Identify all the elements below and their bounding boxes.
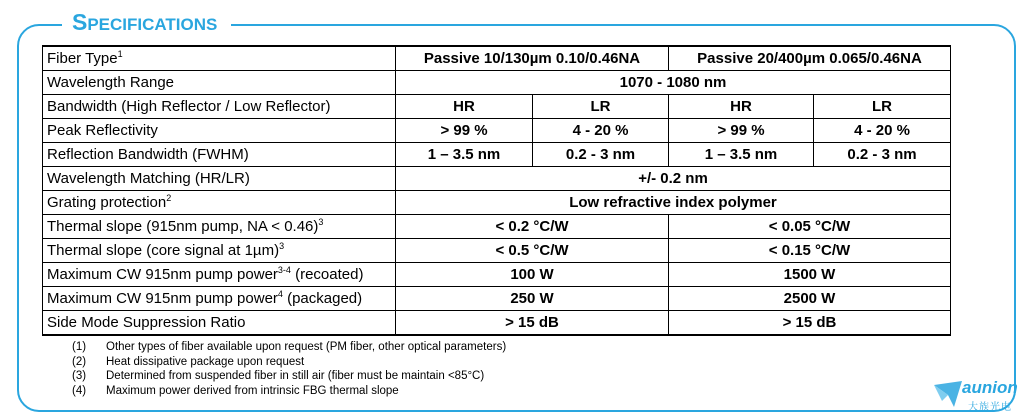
row-label: Reflection Bandwidth (FWHM) [43,143,396,167]
table-row [43,71,951,95]
table-row [43,239,951,263]
table-cell: Passive 10/130µm 0.10/0.46NA [396,46,669,71]
row-label: Grating protection$^2$ [43,191,396,215]
row-label: Maximum CW 915nm pump power$^4$ (packaged) [43,287,396,311]
row-label: Bandwidth (High Reflector / Low Reflector) [43,95,396,119]
table-row [43,191,951,215]
table-cell: < 0.05 °C/W [669,215,951,239]
table-cell: < 0.15 °C/W [669,239,951,263]
footnote-text: Other types of fiber available upon request (PM fiber, other optical parameters) [106,341,507,353]
footnote-text: Determined from suspended fiber in still air (fiber must be maintain <85°C) [106,370,485,382]
title-rest: PECIFICATIONS [87,15,218,34]
table-cell: LR [533,95,669,119]
row-label: Side Mode Suppression Ratio [43,311,396,336]
footnote-text: Heat dissipative package upon request [106,355,305,368]
logo-mark-icon [932,379,966,409]
footnote-number: (4) [72,384,87,397]
footnotes [72,340,506,398]
table-cell: Low refractive index polymer [396,191,951,215]
section-title [62,8,231,40]
table-cell: 0.2 - 3 nm [533,143,669,167]
table-cell: 4 - 20 % [533,119,669,143]
footnote-number: (1) [72,341,87,353]
table-cell: 2500 W [669,287,951,311]
table-cell: HR [396,95,533,119]
table-cell: > 99 % [396,119,533,143]
title-initial: S [72,9,88,35]
table-cell: HR [669,95,814,119]
table-cell: < 0.2 °C/W [396,215,669,239]
footnote [72,355,506,370]
table-row [43,95,951,119]
footnote-number: (3) [72,370,87,382]
table-row [43,46,951,71]
table-cell: > 15 dB [396,311,669,336]
footnote [72,384,506,399]
footnote-text: Maximum power derived from intrinsic FBG thermal slope [106,384,399,397]
row-label: Wavelength Matching (HR/LR) [43,167,396,191]
table-cell: 4 - 20 % [814,119,951,143]
table-row [43,167,951,191]
table-row [43,263,951,287]
specifications-table [42,45,951,336]
footnote [72,340,506,355]
table-row [43,287,951,311]
table-cell: 1 – 3.5 nm [396,143,533,167]
logo-wordmark: aunion [962,378,1018,397]
logo-chinese-name: 大族光电 [968,402,1012,413]
table-cell: LR [814,95,951,119]
table-cell: 1 – 3.5 nm [669,143,814,167]
table-row [43,311,951,336]
table-row [43,119,951,143]
row-label: Peak Reflectivity [43,119,396,143]
table-cell: > 99 % [669,119,814,143]
table-row [43,143,951,167]
row-label: Thermal slope (915nm pump, NA < 0.46)$^3$ [43,215,396,239]
table-cell: Passive 20/400µm 0.065/0.46NA [669,46,951,71]
table-cell: +/- 0.2 nm [396,167,951,191]
row-label: Fiber Type$^1$ [43,46,396,71]
table-cell: 100 W [396,263,669,287]
table-cell: 250 W [396,287,669,311]
row-label: Thermal slope (core signal at 1µm)$^3$ [43,239,396,263]
table-row [43,215,951,239]
footnote-number: (2) [72,355,87,368]
table-cell: < 0.5 °C/W [396,239,669,263]
company-logo [932,375,1027,415]
row-label: Wavelength Range [43,71,396,95]
table-cell: 0.2 - 3 nm [814,143,951,167]
footnote [72,369,506,384]
row-label: Maximum CW 915nm pump power$^{3-4}$ (recoated) [43,263,396,287]
table-cell: 1500 W [669,263,951,287]
table-cell: > 15 dB [669,311,951,336]
table-cell: 1070 - 1080 nm [396,71,951,95]
